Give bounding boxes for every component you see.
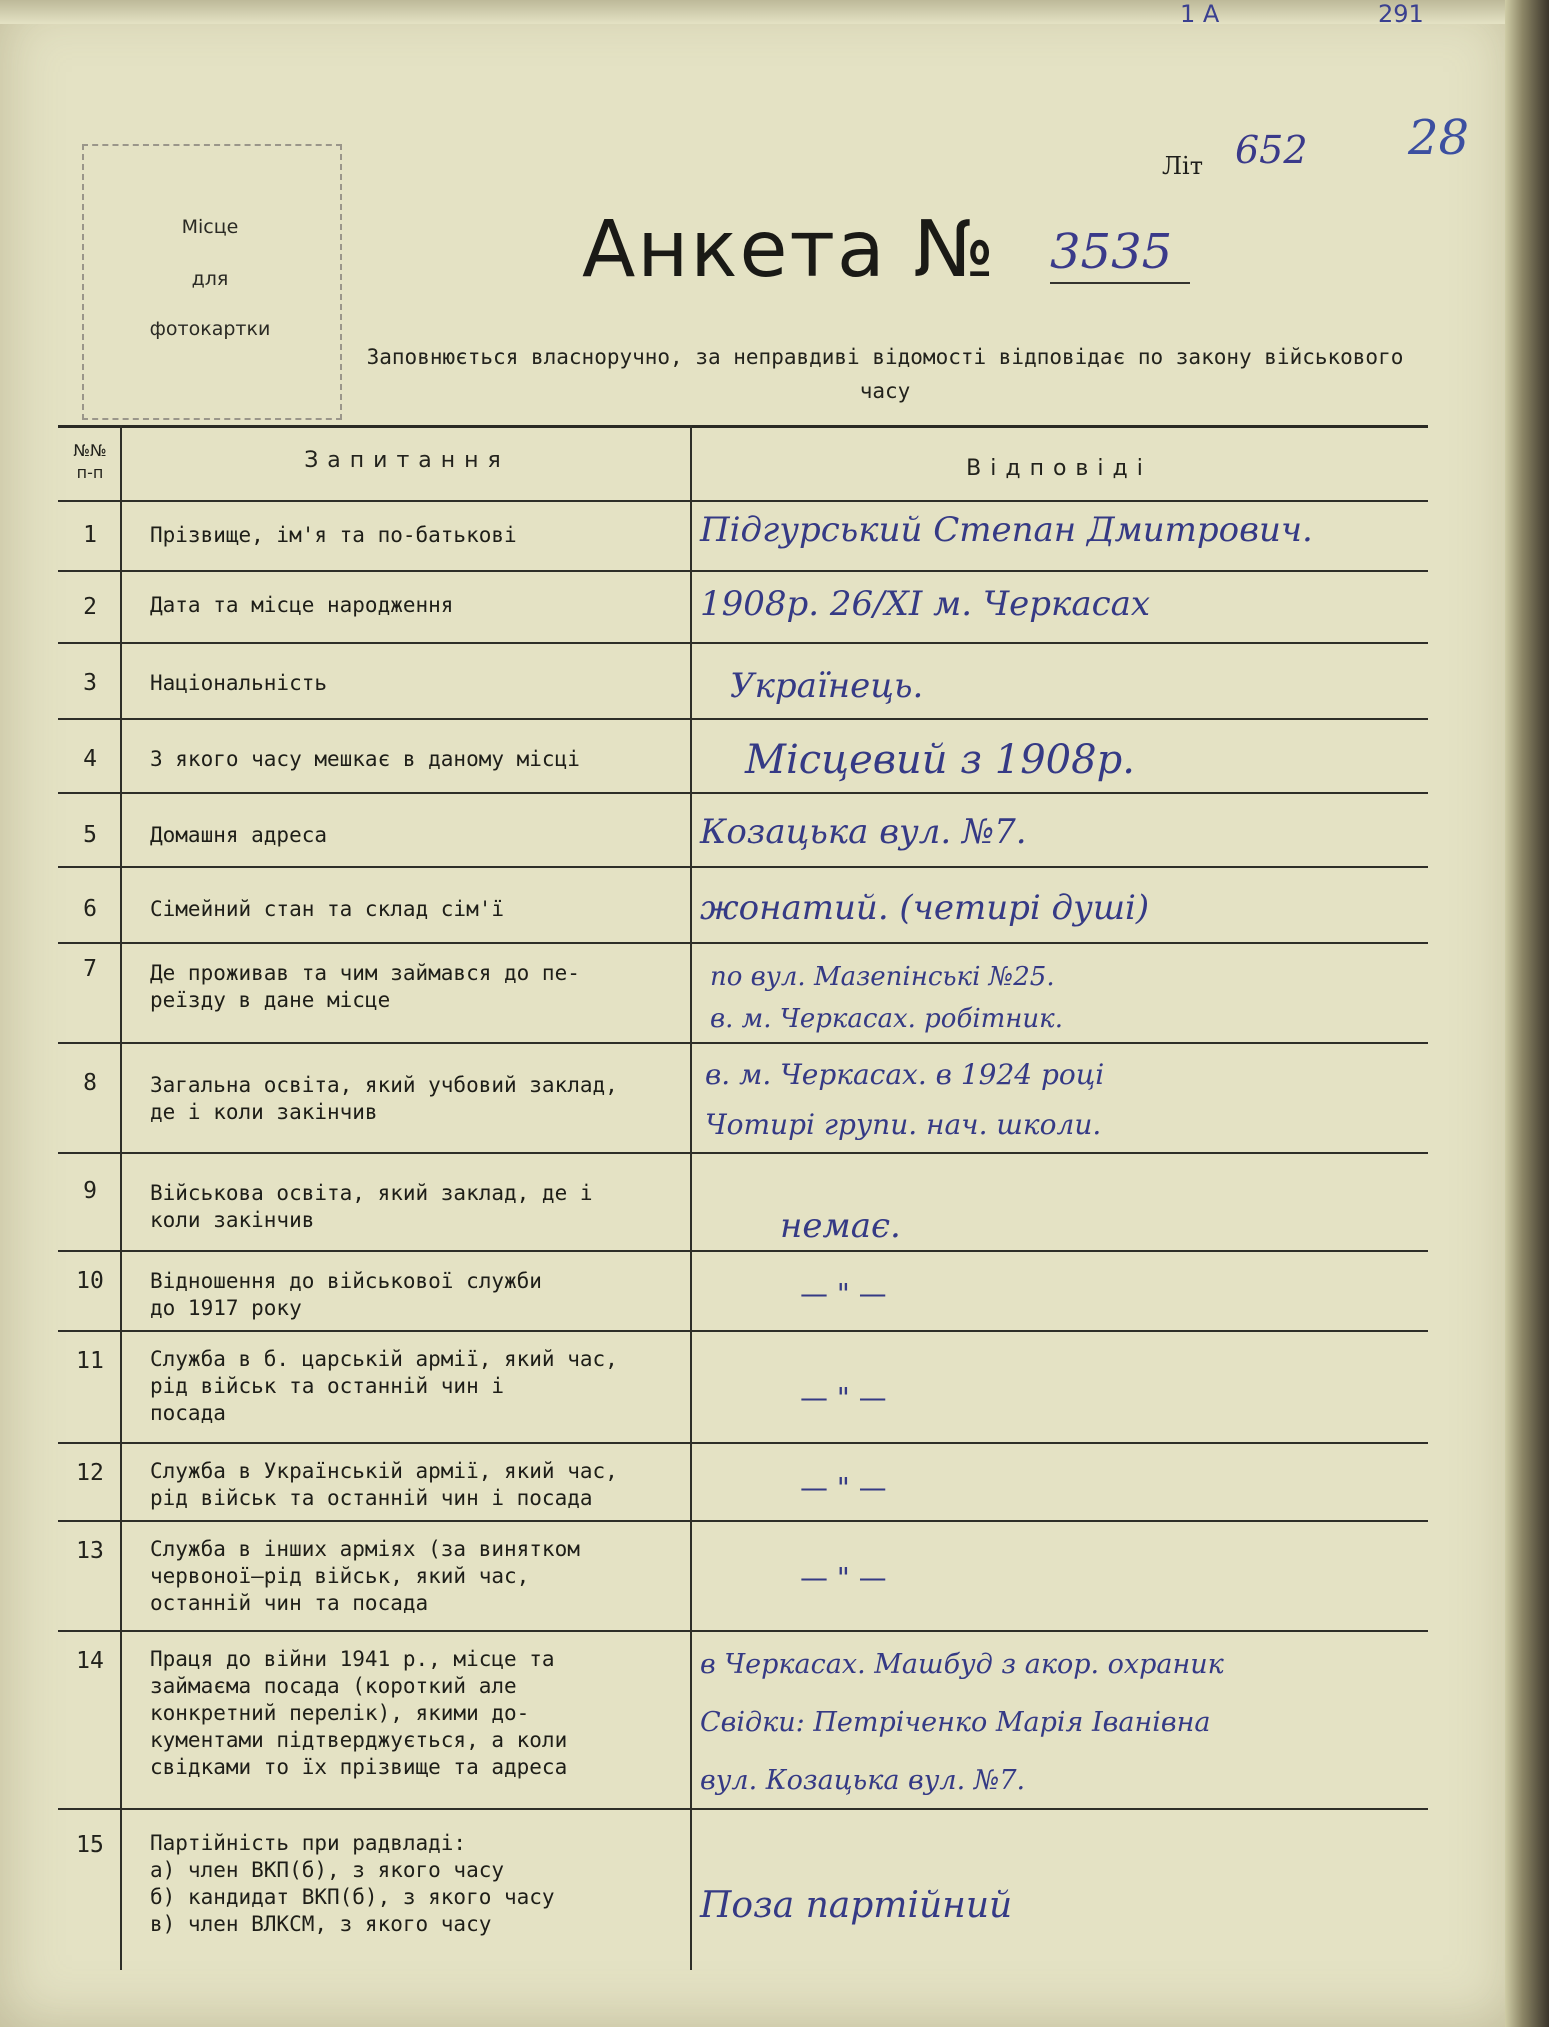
row-answer: Козацька вул. №7.	[700, 812, 1027, 852]
row-separator	[58, 1520, 1428, 1522]
row-question: Військова освіта, який заклад, де і коли закінчив	[150, 1181, 593, 1232]
row-number: 6	[83, 896, 97, 922]
row-answer: — " —	[800, 1381, 887, 1414]
lit-label: Літ	[1162, 152, 1203, 180]
row-question: Сімейний стан та склад сім'ї	[150, 897, 505, 921]
row-question: Служба в б. царській армії, який час, рід військ та останній чин і посада	[150, 1347, 618, 1425]
page-title: Анкета №	[582, 205, 997, 295]
row-number: 9	[83, 1178, 97, 1204]
row-question: Партійність при радвладі: а) член ВКП(б), з якого часу б) кандидат ВКП(б), з якого часу в) член ВЛКСМ, з якого часу	[150, 1831, 555, 1936]
row-answer: по вул. Мазепінські №25. в. м. Черкасах. робітник.	[710, 962, 1063, 1034]
row-answer: Українець.	[730, 666, 924, 706]
row-question: Служба в Українській армії, який час, рід військ та останній чин і посада	[150, 1459, 618, 1510]
row-question: Прізвище, ім'я та по-батькові	[150, 523, 517, 547]
row-number: 3	[83, 670, 97, 696]
row-separator	[58, 500, 1428, 502]
row-answer: Місцевий з 1908р.	[745, 737, 1135, 783]
row-separator	[58, 866, 1428, 868]
row-answer: в. м. Черкасах. в 1924 році Чотирі групи. нач. школи.	[705, 1058, 1105, 1141]
table-col-divider-1	[120, 425, 122, 1970]
lit-number-secondary: 28	[1408, 110, 1470, 166]
row-answer: немає.	[780, 1206, 901, 1246]
row-number: 11	[76, 1348, 104, 1374]
table-top-border	[58, 425, 1428, 428]
row-separator	[58, 1630, 1428, 1632]
row-question: Домашня адреса	[150, 823, 328, 847]
row-separator	[58, 1330, 1428, 1332]
header-question-col: Запитання	[304, 448, 510, 473]
row-question: Загальна освіта, який учбовий заклад, де і коли закінчив	[150, 1073, 618, 1124]
row-number: 1	[83, 522, 97, 548]
row-answer: Підгурський Степан Дмитрович.	[700, 510, 1313, 550]
row-separator	[58, 642, 1428, 644]
row-question: Національність	[150, 671, 328, 695]
row-number: 10	[76, 1268, 104, 1294]
row-separator	[58, 942, 1428, 944]
row-answer: — " —	[800, 1471, 887, 1504]
header-number-col: №№ п-п	[73, 441, 107, 482]
photo-label-line2: для	[191, 268, 229, 290]
corner-mark-right: 291	[1378, 0, 1424, 28]
row-question: З якого часу мешкає в даному місці	[150, 747, 580, 771]
row-separator	[58, 792, 1428, 794]
row-separator	[58, 1152, 1428, 1154]
row-separator	[58, 1442, 1428, 1444]
row-question: Де проживав та чим займався до пе- реїзду в дане місце	[150, 961, 580, 1012]
row-number: 8	[83, 1070, 97, 1096]
row-question: Відношення до військової служби до 1917 року	[150, 1269, 542, 1320]
row-question: Дата та місце народження	[150, 593, 454, 617]
row-separator	[58, 718, 1428, 720]
row-number: 4	[83, 746, 97, 772]
row-number: 13	[76, 1538, 104, 1564]
row-question: Служба в інших арміях (за винятком червоної—рід військ, який час, останній чин та посада	[150, 1537, 580, 1615]
row-answer: — " —	[800, 1561, 887, 1594]
row-question: Праця до війни 1941 р., місце та займаєма посада (короткий але конкретний перелік), якими до- кументами підтверджується, а коли свідками то їх прізвище та адреса	[150, 1647, 568, 1779]
row-separator	[58, 570, 1428, 572]
row-number: 5	[83, 822, 97, 848]
paper-top-edge	[0, 0, 1515, 24]
row-answer: 1908р. 26/XI м. Черкасах	[700, 584, 1151, 624]
row-answer: жонатий. (четирі душі)	[700, 888, 1150, 928]
row-number: 7	[83, 956, 97, 982]
row-answer: — " —	[800, 1277, 887, 1310]
row-number: 14	[76, 1648, 104, 1674]
row-number: 12	[76, 1460, 104, 1486]
paper-right-edge	[1505, 0, 1549, 2027]
header-answer-col: Відповіді	[966, 456, 1152, 481]
row-separator	[58, 1042, 1428, 1044]
row-number: 15	[76, 1832, 104, 1858]
form-subtitle: Заповнюється власноручно, за неправдиві відомості відповідає по закону військового часу	[366, 345, 1404, 403]
photo-label-line1: Місце	[181, 216, 239, 238]
row-answer: в Черкасах. Машбуд з акор. охраник Свідки: Петріченко Марія Іванівна вул. Козацька вул. №7.	[700, 1649, 1224, 1796]
form-number: 3535	[1050, 224, 1173, 280]
row-number: 2	[83, 594, 97, 620]
row-answer: Поза партійний	[700, 1885, 1013, 1926]
table-col-divider-2	[690, 425, 692, 1970]
form-number-underline	[1050, 282, 1190, 284]
corner-mark-left: 1 A	[1180, 0, 1220, 28]
photo-label-line3: фотокартки	[149, 318, 271, 340]
lit-number: 652	[1235, 128, 1308, 172]
